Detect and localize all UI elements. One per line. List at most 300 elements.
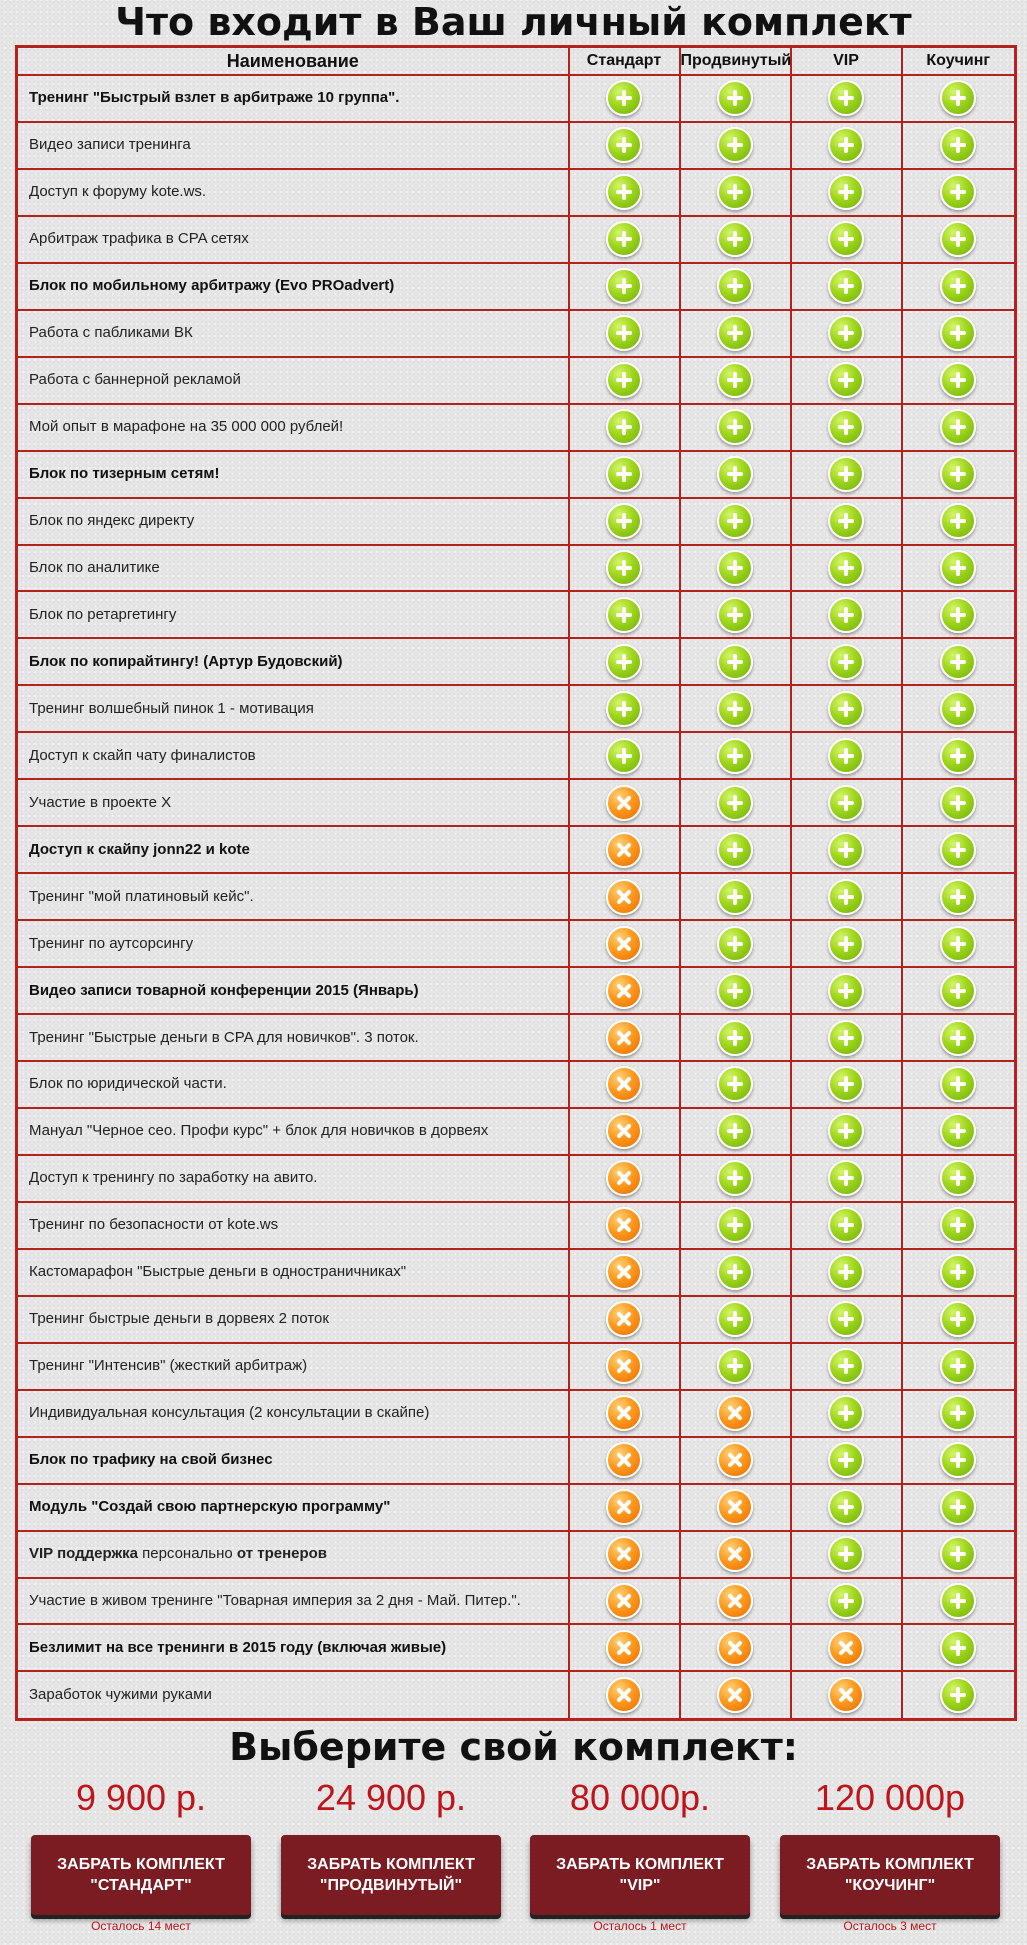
mark-cell-advanced [680,1061,791,1108]
table-row [17,75,1016,122]
plus-circle-icon [940,1066,976,1102]
plus-circle-icon [828,1113,864,1149]
feature-text: от тренеров [236,1545,328,1563]
mark-cell-coaching [902,310,1016,357]
mark-cell-vip [791,920,902,967]
price-advanced: 24 900 р. [315,1777,467,1818]
mark-cell-advanced [680,1437,791,1484]
mark-cell-standard [569,1671,680,1719]
table-row [17,685,1016,732]
feature-text: Заработок чужими руками [29,1686,212,1704]
feature-text: Блок по яндекс директу [29,512,195,530]
mark-cell-coaching [902,216,1016,263]
buy-standard-button[interactable] [31,1835,251,1915]
plus-circle-icon [717,503,753,539]
x-circle-icon [606,1442,642,1478]
feature-text: Арбитраж трафика в CPA сетях [29,230,249,248]
x-circle-icon [606,1066,642,1102]
table-row [17,357,1016,404]
mark-cell-advanced [680,404,791,451]
feature-name-cell [17,920,569,967]
plus-circle-icon [940,174,976,210]
mark-cell-vip [791,1108,902,1155]
plus-circle-icon [717,1066,753,1102]
feature-name-cell [17,638,569,685]
plus-circle-icon [940,456,976,492]
table-row [17,1624,1016,1671]
feature-text: Кастомарафон "Быстрые деньги в одностраничниках" [29,1263,407,1281]
x-circle-icon [717,1536,753,1572]
x-circle-icon [606,1536,642,1572]
feature-text: Тренинг "Интенсив" (жесткий арбитраж) [29,1357,308,1375]
plus-circle-icon [828,1066,864,1102]
mark-cell-coaching [902,122,1016,169]
feature-text: персонально [137,1545,237,1563]
mark-cell-standard [569,1202,680,1249]
plus-circle-icon [717,1207,753,1243]
plus-circle-icon [940,1536,976,1572]
feature-name-cell [17,779,569,826]
feature-name-cell [17,732,569,779]
mark-cell-coaching [902,263,1016,310]
plus-circle-icon [828,832,864,868]
feature-text: Тренинг волшебный пинок 1 - мотивация [29,699,314,717]
mark-cell-vip [791,451,902,498]
mark-cell-standard [569,1249,680,1296]
plus-circle-icon [717,550,753,586]
mark-cell-standard [569,967,680,1014]
mark-cell-advanced [680,1578,791,1625]
mark-cell-coaching [902,1624,1016,1671]
mark-cell-coaching [902,1343,1016,1390]
mark-cell-vip [791,591,902,638]
mark-cell-standard [569,75,680,122]
mark-cell-advanced [680,545,791,592]
feature-name-cell [17,685,569,732]
mark-cell-vip [791,1296,902,1343]
table-row [17,545,1016,592]
plus-circle-icon [828,550,864,586]
table-row [17,122,1016,169]
mark-cell-vip [791,545,902,592]
feature-text: Мой опыт в марафоне на 35 000 000 рублей! [29,418,344,436]
seats-left-standard: Осталось 14 мест [91,1919,191,1933]
feature-text: Доступ к тренингу по заработку на авито. [29,1169,318,1187]
mark-cell-vip [791,1390,902,1437]
plus-circle-icon [828,1536,864,1572]
feature-text: Тренинг по аутсорсингу [29,934,194,952]
mark-cell-advanced [680,1624,791,1671]
plus-circle-icon [940,644,976,680]
price-coaching: 120 000р [814,1777,966,1818]
mark-cell-coaching [902,1437,1016,1484]
mark-cell-vip [791,498,902,545]
mark-cell-coaching [902,1296,1016,1343]
mark-cell-standard [569,451,680,498]
plus-circle-icon [828,1442,864,1478]
feature-text: Блок по юридической части. [29,1075,227,1093]
x-circle-icon [717,1489,753,1525]
plus-circle-icon [717,80,753,116]
table-body [17,75,1016,1720]
plus-circle-icon [940,127,976,163]
feature-text: Работа с пабликами ВК [29,324,193,342]
button-label-line: ЗАБРАТЬ КОМПЛЕКТ [57,1856,225,1873]
mark-cell-advanced [680,122,791,169]
plus-circle-icon [606,80,642,116]
x-circle-icon [606,1207,642,1243]
table-row [17,1437,1016,1484]
mark-cell-advanced [680,1390,791,1437]
package-coaching [780,1775,1000,1933]
feature-name-cell [17,1437,569,1484]
mark-cell-vip [791,263,902,310]
mark-cell-vip [791,1671,902,1719]
mark-cell-standard [569,685,680,732]
feature-text: VIP поддержка [29,1545,138,1563]
mark-cell-vip [791,1578,902,1625]
feature-text: Тренинг по безопасности от kote.ws [29,1216,279,1234]
mark-cell-standard [569,357,680,404]
mark-cell-advanced [680,1108,791,1155]
feature-text: Блок по аналитике [29,559,160,576]
mark-cell-vip [791,1531,902,1578]
mark-cell-standard [569,591,680,638]
plus-circle-icon [717,127,753,163]
x-circle-icon [606,1489,642,1525]
table-row [17,591,1016,638]
feature-name-cell [17,169,569,216]
mark-cell-advanced [680,1249,791,1296]
plus-circle-icon [828,1301,864,1337]
mark-cell-standard [569,732,680,779]
mark-cell-coaching [902,1108,1016,1155]
button-label-line: "ПРОДВИНУТЫЙ" [319,1877,463,1894]
plus-circle-icon [828,409,864,445]
mark-cell-advanced [680,967,791,1014]
mark-cell-coaching [902,779,1016,826]
plans-comparison-table [15,45,1017,1721]
plus-circle-icon [717,1160,753,1196]
x-circle-icon [606,785,642,821]
plus-circle-icon [828,221,864,257]
mark-cell-advanced [680,1484,791,1531]
mark-cell-standard [569,920,680,967]
feature-text: Блок по трафику на свой бизнес [29,1451,273,1469]
mark-cell-coaching [902,357,1016,404]
feature-name-cell [17,1249,569,1296]
table-row [17,873,1016,920]
feature-text: Тренинг "мой платиновый кейс". [29,887,254,905]
plus-circle-icon [606,550,642,586]
mark-cell-vip [791,75,902,122]
table-row [17,1202,1016,1249]
plus-circle-icon [940,1630,976,1666]
plus-circle-icon [828,315,864,351]
plus-circle-icon [828,1160,864,1196]
table-header-row [17,47,1016,76]
plus-circle-icon [717,456,753,492]
buy-vip-button[interactable] [530,1835,750,1915]
mark-cell-standard [569,498,680,545]
mark-cell-standard [569,1624,680,1671]
plus-circle-icon [717,832,753,868]
plus-circle-icon [940,738,976,774]
plus-circle-icon [940,1160,976,1196]
mark-cell-coaching [902,75,1016,122]
x-circle-icon [606,1677,642,1713]
mark-cell-advanced [680,1202,791,1249]
mark-cell-coaching [902,545,1016,592]
mark-cell-standard [569,1390,680,1437]
column-header-name: Наименование [17,47,569,76]
x-circle-icon [606,1254,642,1290]
feature-name-cell [17,1155,569,1202]
mark-cell-standard [569,122,680,169]
plus-circle-icon [717,268,753,304]
mark-cell-advanced [680,1014,791,1061]
plus-circle-icon [717,785,753,821]
mark-cell-advanced [680,826,791,873]
mark-cell-coaching [902,1671,1016,1719]
plus-circle-icon [828,1207,864,1243]
table-row [17,498,1016,545]
feature-name-cell [17,591,569,638]
mark-cell-advanced [680,873,791,920]
x-circle-icon [606,879,642,915]
mark-cell-standard [569,1531,680,1578]
mark-cell-vip [791,685,902,732]
mark-cell-standard [569,404,680,451]
plus-circle-icon [828,268,864,304]
feature-name-cell [17,1390,569,1437]
mark-cell-advanced [680,1531,791,1578]
plus-circle-icon [717,1020,753,1056]
x-circle-icon [717,1395,753,1431]
mark-cell-coaching [902,591,1016,638]
plus-circle-icon [717,315,753,351]
x-circle-icon [606,1583,642,1619]
feature-text: Доступ к скайпу jonn22 и kote [29,840,250,858]
mark-cell-advanced [680,169,791,216]
mark-cell-advanced [680,1671,791,1719]
plus-circle-icon [940,1301,976,1337]
x-circle-icon [606,1395,642,1431]
table-row [17,967,1016,1014]
mark-cell-advanced [680,216,791,263]
feature-name-cell [17,75,569,122]
mark-cell-vip [791,122,902,169]
plus-circle-icon [828,456,864,492]
mark-cell-coaching [902,1202,1016,1249]
column-header-advanced: Продвинутый [680,47,791,76]
package-advanced [281,1775,501,1919]
mark-cell-standard [569,1343,680,1390]
mark-cell-advanced [680,310,791,357]
package-vip [530,1775,750,1933]
plus-circle-icon [606,221,642,257]
feature-name-cell [17,1671,569,1719]
mark-cell-advanced [680,685,791,732]
mark-cell-vip [791,873,902,920]
table-row [17,263,1016,310]
button-label-line: ЗАБРАТЬ КОМПЛЕКТ [806,1856,974,1873]
plus-circle-icon [828,174,864,210]
plus-circle-icon [940,268,976,304]
mark-cell-standard [569,638,680,685]
buy-advanced-button[interactable] [281,1835,501,1915]
feature-name-cell [17,1014,569,1061]
mark-cell-vip [791,732,902,779]
feature-text: Индивидуальная консультация (2 консультации в скайпе) [29,1404,430,1422]
mark-cell-advanced [680,75,791,122]
plus-circle-icon [940,785,976,821]
table-row [17,1531,1016,1578]
mark-cell-standard [569,1108,680,1155]
mark-cell-standard [569,1484,680,1531]
seats-left-vip: Осталось 1 мест [593,1919,687,1933]
mark-cell-vip [791,1014,902,1061]
feature-name-cell [17,873,569,920]
table-row [17,1390,1016,1437]
plus-circle-icon [940,691,976,727]
plus-circle-icon [717,597,753,633]
x-circle-icon [717,1630,753,1666]
plus-circle-icon [717,409,753,445]
plus-circle-icon [828,644,864,680]
plus-circle-icon [940,1254,976,1290]
plus-circle-icon [940,973,976,1009]
mark-cell-standard [569,1014,680,1061]
plus-circle-icon [717,879,753,915]
plus-circle-icon [828,973,864,1009]
buy-coaching-button[interactable] [780,1835,1000,1915]
plus-circle-icon [828,503,864,539]
plus-circle-icon [828,127,864,163]
plus-circle-icon [828,691,864,727]
plus-circle-icon [606,127,642,163]
x-circle-icon [606,1348,642,1384]
plus-circle-icon [940,597,976,633]
x-circle-icon [606,1160,642,1196]
plus-circle-icon [606,268,642,304]
feature-name-cell [17,545,569,592]
feature-text: Участие в проекте X [29,793,172,811]
mark-cell-advanced [680,779,791,826]
plus-circle-icon [828,879,864,915]
plus-circle-icon [828,362,864,398]
mark-cell-coaching [902,826,1016,873]
plus-circle-icon [606,738,642,774]
mark-cell-coaching [902,1578,1016,1625]
mark-cell-coaching [902,451,1016,498]
mark-cell-standard [569,1437,680,1484]
mark-cell-standard [569,1061,680,1108]
table-row [17,1061,1016,1108]
mark-cell-advanced [680,591,791,638]
plus-circle-icon [828,1348,864,1384]
plus-circle-icon [717,1301,753,1337]
x-circle-icon [606,926,642,962]
mark-cell-coaching [902,638,1016,685]
table-row [17,1155,1016,1202]
plus-circle-icon [606,174,642,210]
plus-circle-icon [606,409,642,445]
table-row [17,1578,1016,1625]
feature-text: Блок по копирайтингу! (Артур Будовский) [29,652,343,670]
seats-left-coaching: Осталось 3 мест [843,1919,937,1933]
mark-cell-coaching [902,920,1016,967]
feature-text: Мануал "Черное сео. Профи курс" + блок для новичков в дорвеях [29,1122,489,1140]
mark-cell-standard [569,169,680,216]
plus-circle-icon [940,1348,976,1384]
table-row [17,169,1016,216]
table-row [17,779,1016,826]
feature-name-cell [17,1061,569,1108]
x-circle-icon [606,1113,642,1149]
mark-cell-vip [791,1484,902,1531]
mark-cell-vip [791,357,902,404]
plus-circle-icon [828,80,864,116]
mark-cell-advanced [680,638,791,685]
plus-circle-icon [717,644,753,680]
table-row [17,1484,1016,1531]
plus-circle-icon [717,1113,753,1149]
feature-name-cell [17,404,569,451]
table-row [17,638,1016,685]
plus-circle-icon [940,80,976,116]
mark-cell-vip [791,404,902,451]
plus-circle-icon [828,1395,864,1431]
mark-cell-standard [569,310,680,357]
plus-circle-icon [940,1207,976,1243]
feature-name-cell [17,498,569,545]
feature-text: Модуль "Создай свою партнерскую программу" [29,1498,391,1516]
table-row [17,310,1016,357]
plus-circle-icon [940,409,976,445]
mark-cell-advanced [680,357,791,404]
mark-cell-standard [569,216,680,263]
mark-cell-standard [569,873,680,920]
feature-name-cell [17,1343,569,1390]
feature-name-cell [17,1624,569,1671]
x-circle-icon [606,832,642,868]
feature-name-cell [17,1108,569,1155]
mark-cell-coaching [902,169,1016,216]
mark-cell-coaching [902,498,1016,545]
x-circle-icon [828,1630,864,1666]
x-circle-icon [828,1677,864,1713]
page-title: Что входит в Ваш личный комплект [115,0,912,44]
plus-circle-icon [717,691,753,727]
table-row [17,1014,1016,1061]
feature-name-cell [17,1578,569,1625]
mark-cell-vip [791,826,902,873]
price-standard: 9 900 р. [75,1777,207,1818]
feature-text: Видео записи тренинга [29,136,191,154]
table-row [17,1343,1016,1390]
plus-circle-icon [717,1254,753,1290]
feature-name-cell [17,1484,569,1531]
plus-circle-icon [940,1489,976,1525]
mark-cell-standard [569,545,680,592]
feature-text: Тренинг "Быстрый взлет в арбитраже 10 группа". [29,89,400,107]
mark-cell-coaching [902,1014,1016,1061]
feature-text: Блок по ретаргетингу [29,605,177,623]
feature-text: Блок по тизерным сетям! [29,465,220,483]
feature-text: Тренинг "Быстрые деньги в CPA для новичков". 3 поток. [29,1028,419,1046]
mark-cell-coaching [902,1061,1016,1108]
